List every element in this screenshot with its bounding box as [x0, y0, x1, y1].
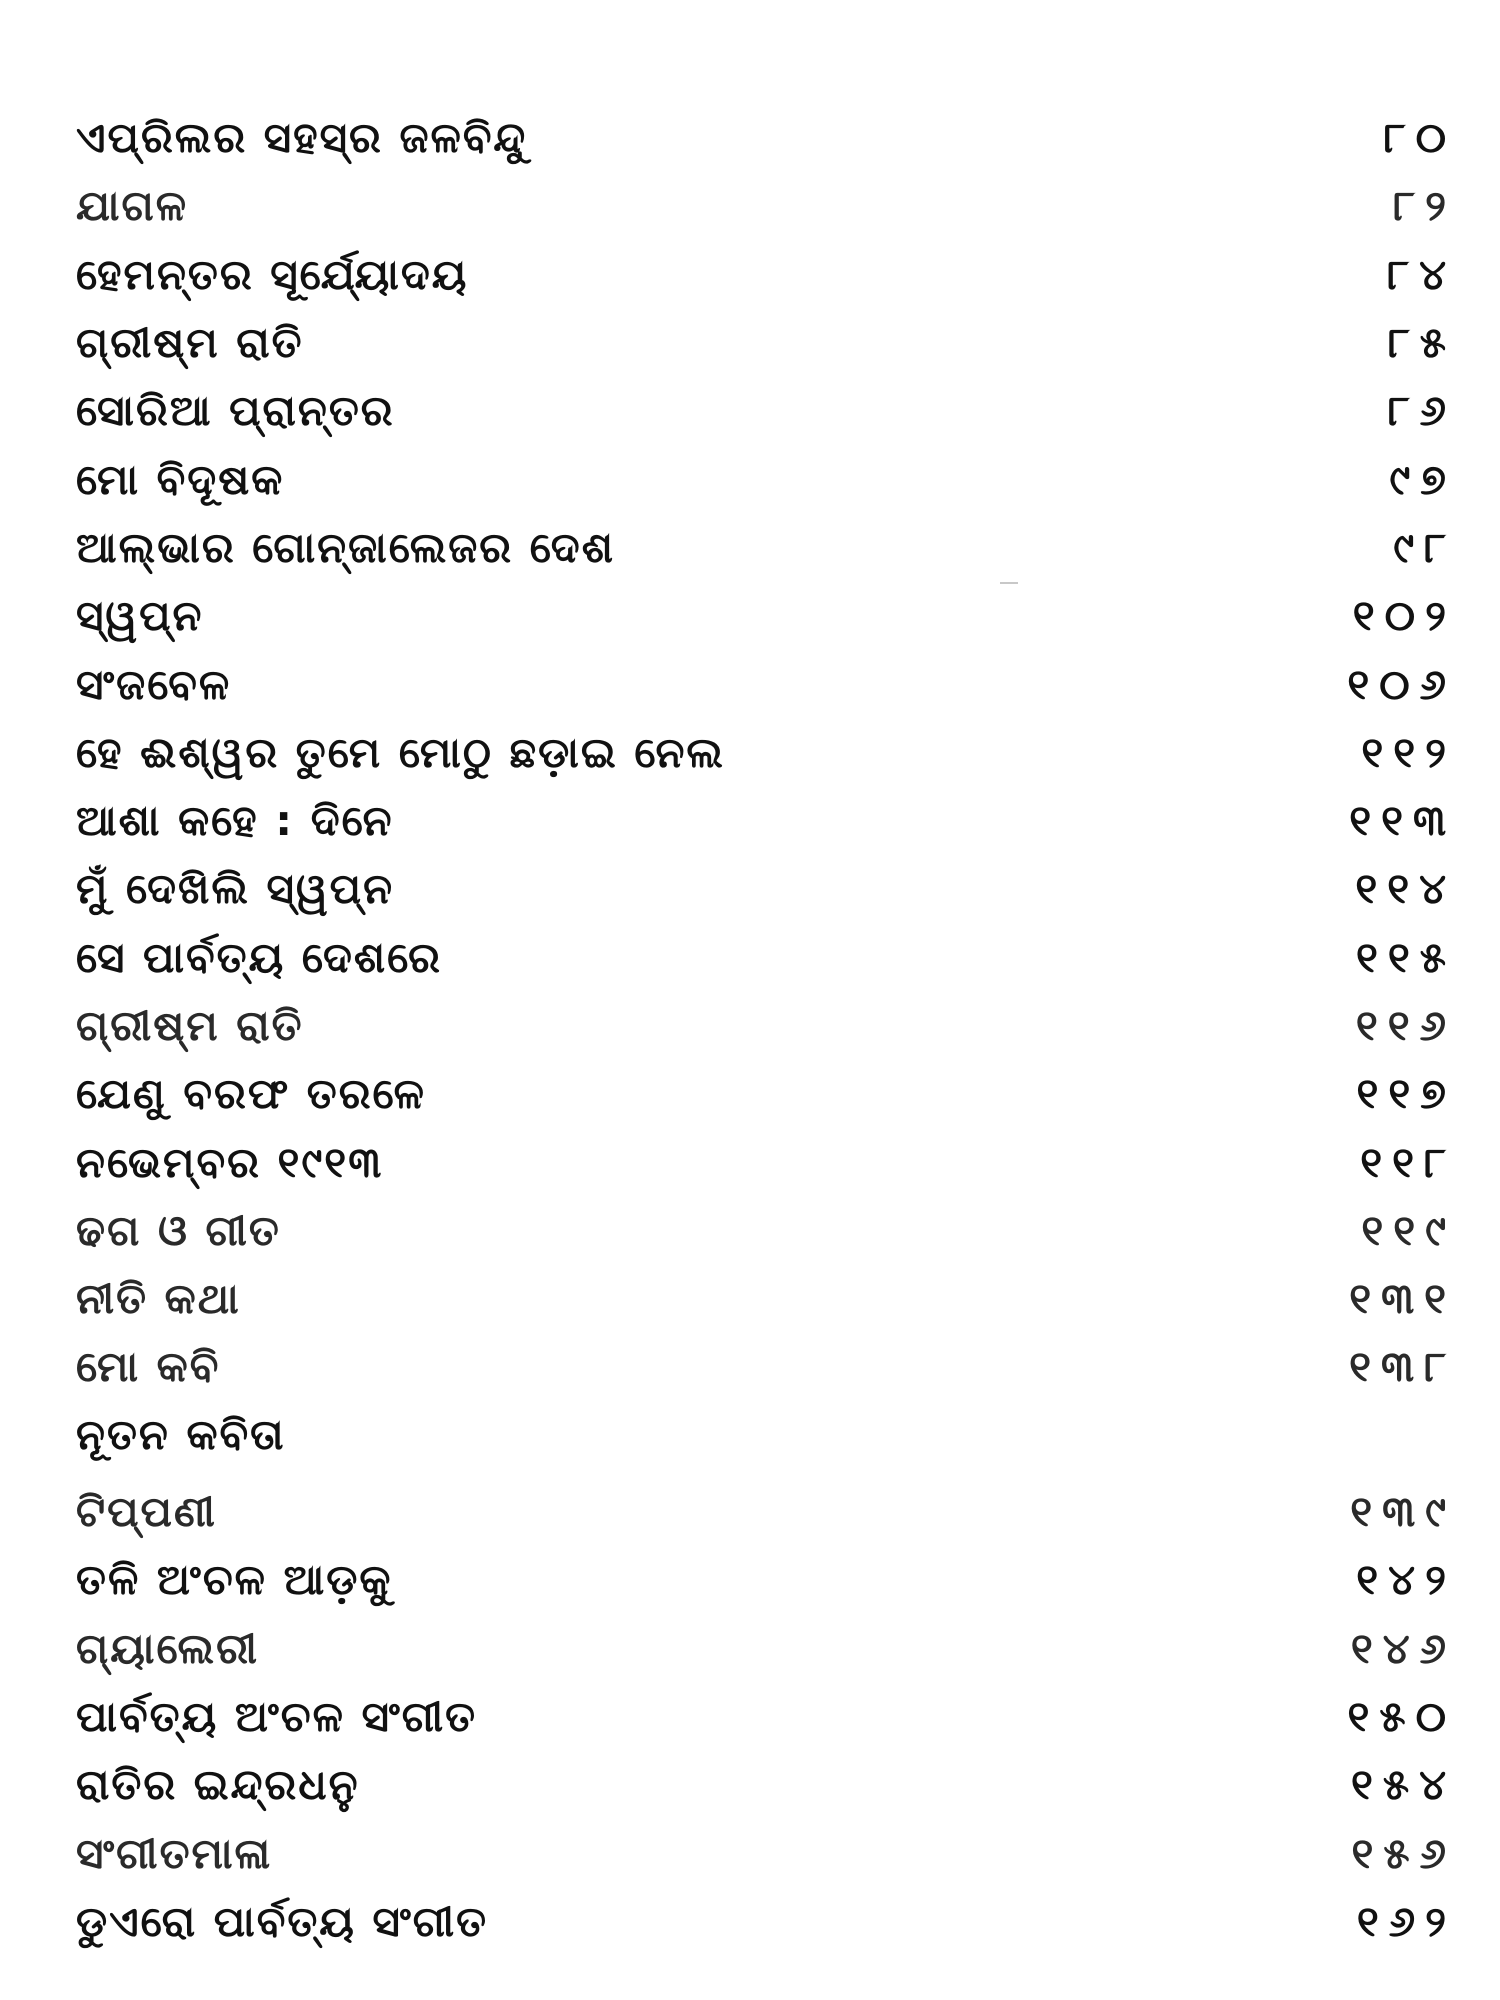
toc-entry	[76, 1265, 1456, 1333]
entry-title: ସଂଗୀତମାଳା	[76, 1828, 273, 1878]
page-number: ୮୫	[1387, 318, 1456, 368]
entry-title: ରାତିର ଇନ୍ଦ୍ରଧନୁ	[76, 1760, 360, 1810]
toc-entry	[76, 582, 1456, 650]
page-number: ୧୧୭	[1356, 1069, 1456, 1119]
toc-entry	[76, 1128, 1456, 1196]
toc-entry	[76, 172, 1456, 240]
entry-title: ଗ୍ୟାଲେରୀ	[76, 1623, 260, 1673]
entry-title: ଏପ୍ରିଲର ସହସ୍ର ଜଳବିନ୍ଦୁ	[76, 113, 528, 163]
toc-entry	[76, 514, 1456, 582]
entry-title: ମୁଁ ଦେଖିଲି ସ୍ୱପ୍ନ	[76, 864, 395, 914]
page-number: ୧୫୪	[1350, 1760, 1456, 1810]
entry-title: ଡୁଏରୋ ପାର୍ବତ୍ୟ ସଂଗୀତ	[76, 1896, 489, 1946]
toc-entry	[76, 241, 1456, 309]
entry-title: ଯେଣୁ ବରଫ ତରଳେ	[76, 1069, 426, 1119]
entry-title: ସ୍ୱପ୍ନ	[76, 591, 204, 641]
page-number: ୧୪୨	[1356, 1555, 1456, 1605]
entry-title: ଯାଗଳ	[76, 181, 189, 231]
page-number: ୧୦୬	[1347, 659, 1456, 709]
page-number: ୯୮	[1393, 522, 1456, 572]
page-number: ୧୧୪	[1355, 864, 1456, 914]
toc-entry	[76, 992, 1456, 1060]
toc-entry	[76, 1683, 1456, 1751]
entry-title: ସୋରିଆ ପ୍ରାନ୍ତର	[76, 386, 395, 436]
entry-title: ଢଗ ଓ ଗୀତ	[76, 1205, 281, 1255]
page-number: ୯୭	[1389, 454, 1456, 504]
entry-title: ସେ ପାର୍ବତ୍ୟ ଦେଶରେ	[76, 932, 442, 982]
entry-title: ତଳି ଅଂଚଳ ଆଡ଼କୁ	[76, 1555, 393, 1605]
toc-entry	[76, 1333, 1456, 1401]
toc-entry	[76, 1888, 1456, 1956]
toc-entry	[76, 787, 1456, 855]
toc-entry	[76, 1546, 1456, 1614]
toc-entry	[76, 1819, 1456, 1887]
page-number: ୮୨	[1393, 181, 1456, 231]
entry-title: ମୋ ବିଦୂଷକ	[76, 454, 285, 504]
entry-title: ହେମନ୍ତର ସୂର୍ଯ୍ୟୋଦୟ	[76, 249, 469, 299]
page-number: ୮୪	[1387, 249, 1456, 299]
page-number: ୧୩୯	[1350, 1487, 1456, 1537]
toc-entry	[76, 1478, 1456, 1546]
entry-title: ମୋ କବି	[76, 1342, 221, 1392]
scan-smudge	[1000, 582, 1018, 584]
page-number: ୧୬୨	[1356, 1896, 1456, 1946]
page-number: ୧୩୧	[1349, 1274, 1456, 1324]
toc-entry	[76, 924, 1456, 992]
page-number: ୧୧୮	[1360, 1137, 1456, 1187]
entry-title: ଟିପ୍ପଣୀ	[76, 1487, 217, 1537]
entry-title: ଆଶା କହେ : ଦିନେ	[76, 796, 394, 846]
toc-entry	[76, 1751, 1456, 1819]
entry-title: ଗ୍ରୀଷ୍ମ ରାତି	[76, 318, 304, 368]
page-number: ୧୪୬	[1350, 1623, 1456, 1673]
page-number: ୮୦	[1383, 113, 1456, 163]
page-number: ୧୧୬	[1355, 1001, 1456, 1050]
toc-entry	[76, 1615, 1456, 1683]
toc-section-1	[76, 104, 1456, 1402]
section-heading: ନୂତନ କବିତା	[76, 1410, 286, 1459]
entry-title: ପାର୍ବତ୍ୟ ଅଂଚଳ ସଂଗୀତ	[76, 1692, 478, 1742]
toc-entry	[76, 855, 1456, 923]
toc-entry	[76, 1060, 1456, 1128]
entry-title: ନଭେମ୍ବର ୧୯୧୩	[76, 1137, 384, 1187]
toc-entry	[76, 1197, 1456, 1265]
entry-title: ଆଲ୍‌ଭାର ଗୋନ୍‌ଜାଲେଜର ଦେଶ	[76, 522, 615, 572]
page-number: ୧୧୫	[1356, 932, 1456, 982]
toc-entry	[76, 104, 1456, 172]
page-number: ୧୫୬	[1351, 1828, 1456, 1878]
page-number: ୮୬	[1387, 386, 1456, 436]
toc-section-2	[76, 1478, 1456, 1956]
page-number: ୧୧୯	[1361, 1205, 1456, 1255]
entry-title: ସଂଜବେଳ	[76, 659, 232, 709]
page-number: ୧୩୮	[1349, 1342, 1456, 1392]
toc-entry	[76, 719, 1456, 787]
page-number: ୧୦୨	[1352, 591, 1456, 641]
page-number: ୧୫୦	[1347, 1692, 1456, 1742]
toc-entry	[76, 377, 1456, 445]
page-number: ୧୧୩	[1349, 796, 1456, 846]
entry-title: ହେ ଈଶ୍ୱର ତୁମେ ମୋଠୁ ଛଡ଼ାଇ ନେଲ	[76, 727, 725, 777]
entry-title: ଗ୍ରୀଷ୍ମ ରାତି	[76, 1001, 304, 1050]
entry-title: ନୀତି କଥା	[76, 1274, 241, 1324]
page-number: ୧୧୨	[1361, 727, 1456, 777]
toc-entry	[76, 445, 1456, 513]
toc-entry	[76, 650, 1456, 718]
toc-entry	[76, 309, 1456, 377]
